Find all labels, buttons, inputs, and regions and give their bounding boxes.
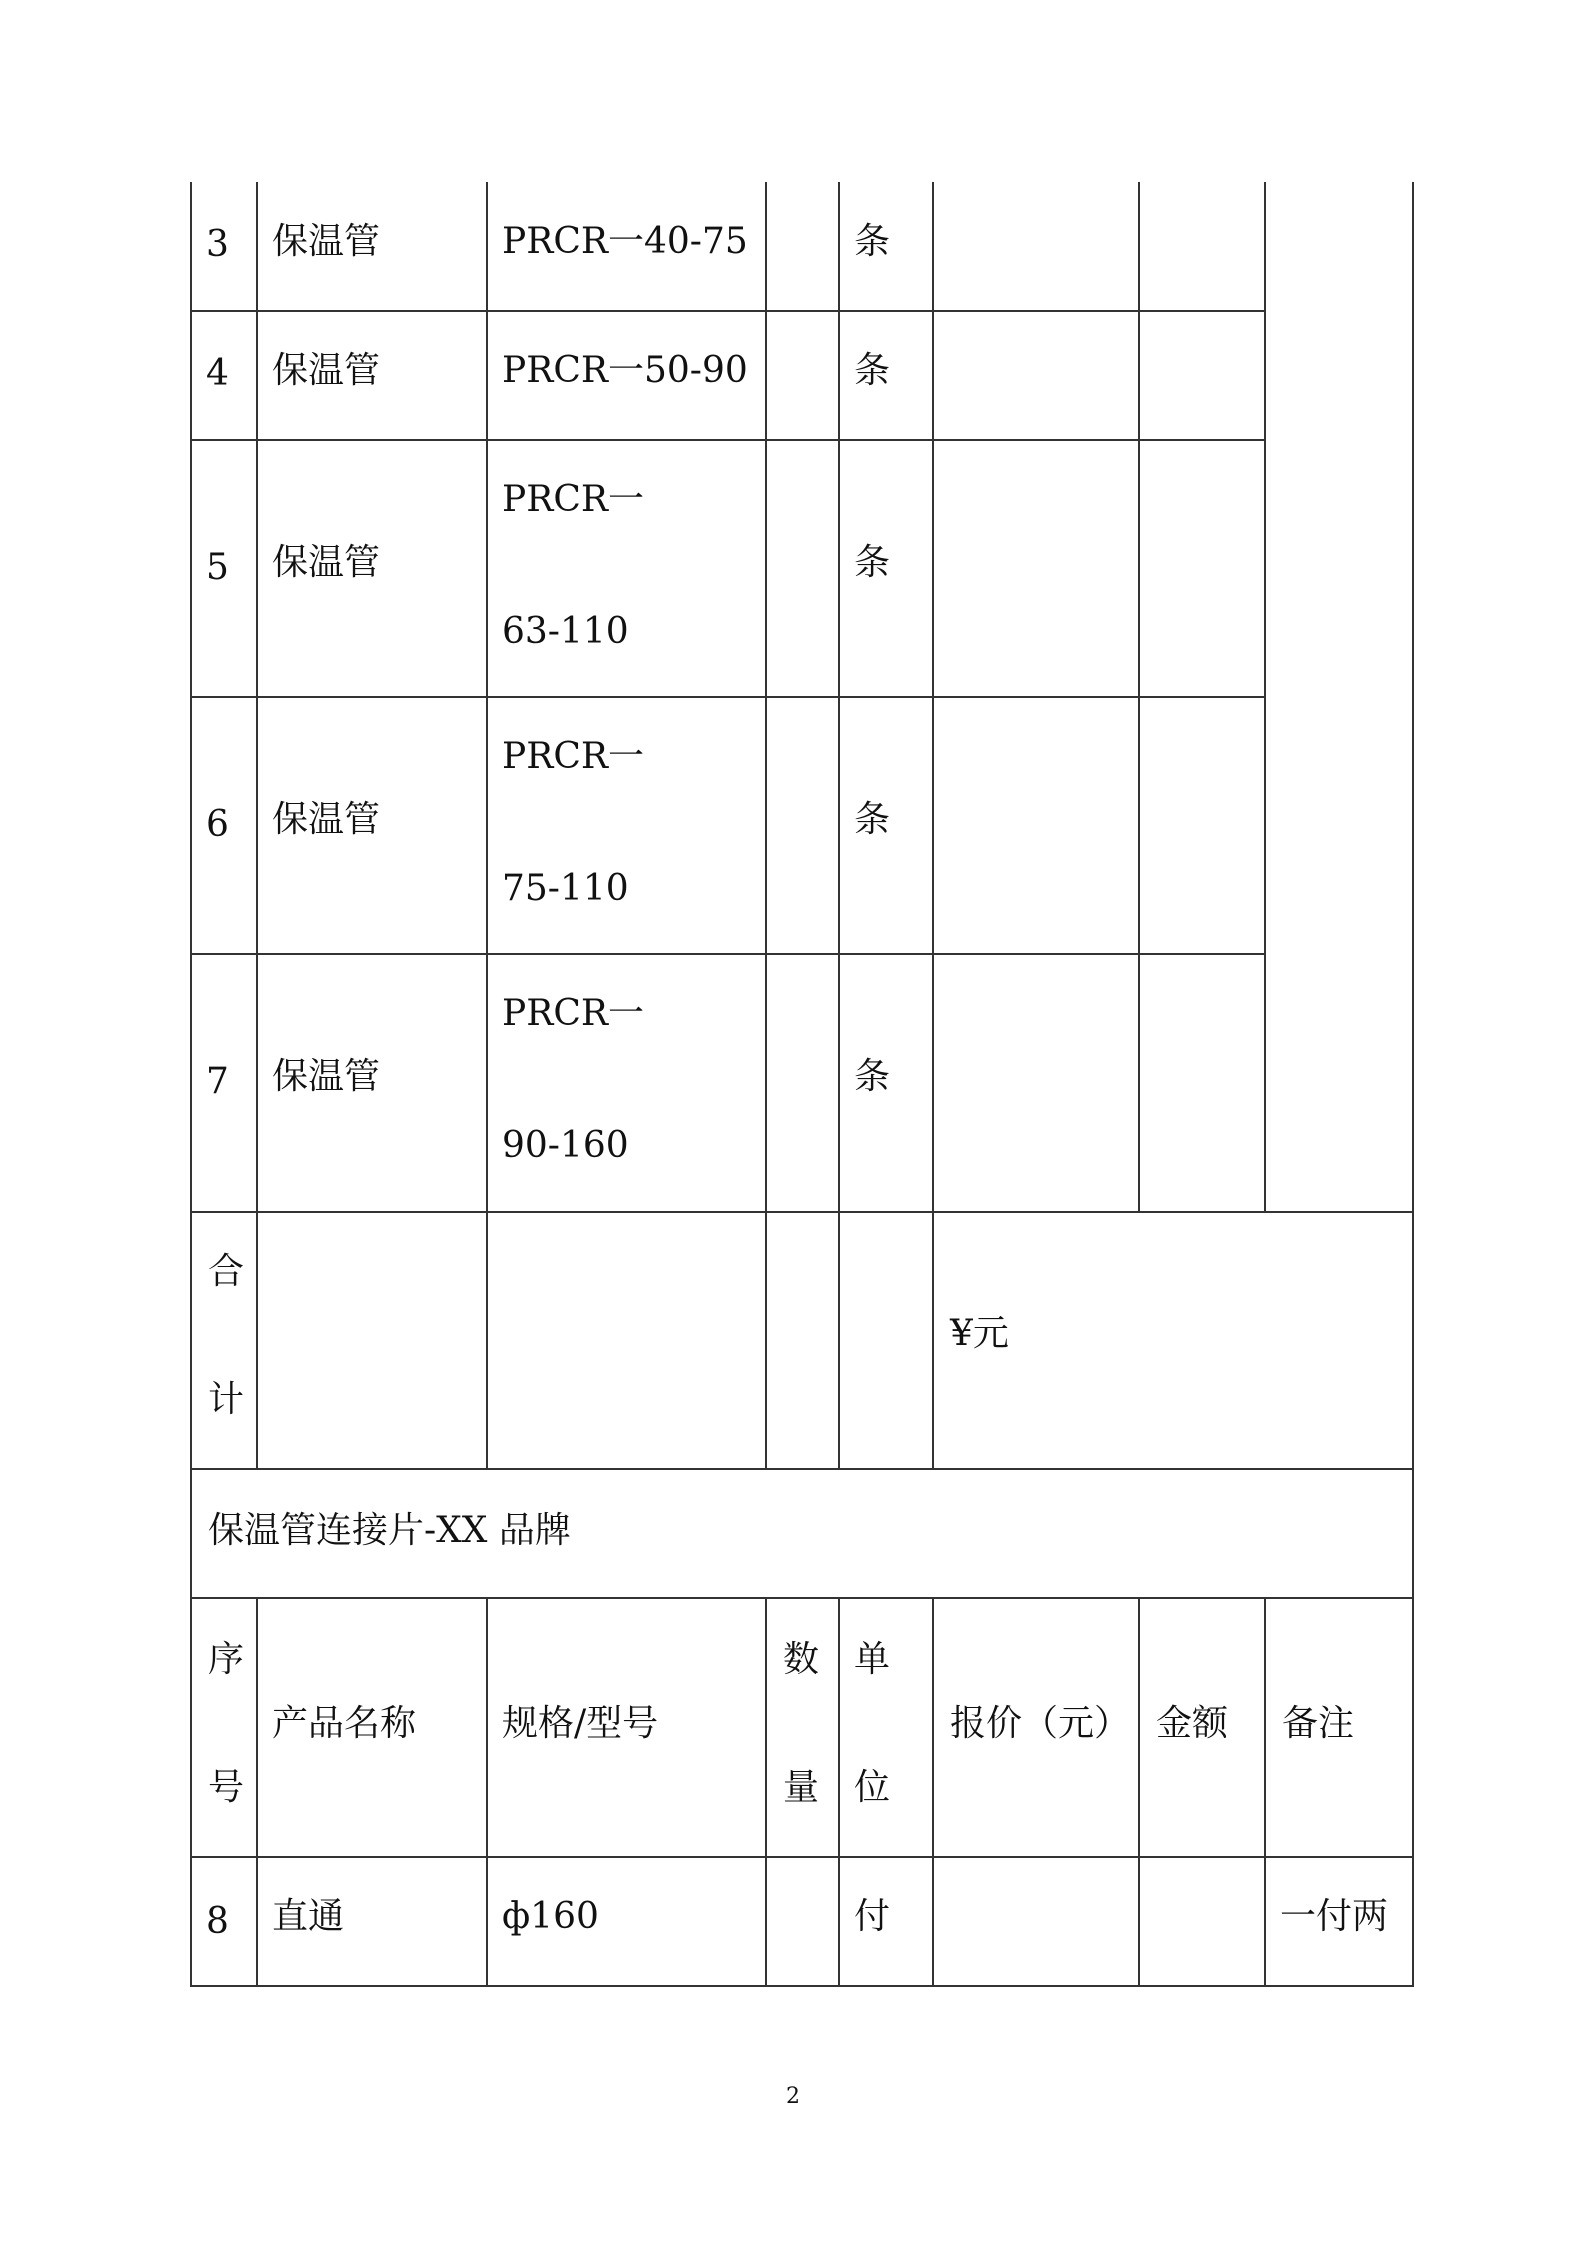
- header-amount: 金额: [1156, 1703, 1229, 1744]
- table-rule: [765, 1597, 767, 1987]
- table-rule: [190, 953, 1264, 955]
- row-number: 6: [206, 804, 229, 845]
- product-spec: PRCR一50-90: [502, 350, 748, 391]
- row-number: 8: [206, 1901, 229, 1942]
- product-spec-line2: 63-110: [502, 611, 629, 652]
- product-name: 保温管: [272, 542, 381, 583]
- product-name: 保温管: [272, 221, 381, 262]
- table-rule: [190, 310, 1264, 312]
- total-amount: ¥元: [950, 1313, 1009, 1354]
- table-rule: [838, 182, 840, 1469]
- table-rule: [1138, 182, 1140, 1212]
- product-spec-line1: PRCR一: [502, 736, 644, 777]
- total-label-bottom: 计: [208, 1379, 245, 1420]
- product-spec: PRCR一40-75: [502, 221, 748, 262]
- total-label-top: 合: [208, 1251, 245, 1292]
- product-remark: 一付两: [1280, 1896, 1389, 1937]
- product-unit: 条: [854, 221, 891, 262]
- table-rule: [190, 1856, 1414, 1858]
- table-rule: [932, 182, 934, 1469]
- table-rule: [1138, 1597, 1140, 1987]
- header-unit-bottom: 位: [854, 1767, 891, 1808]
- header-unit-top: 单: [854, 1639, 891, 1680]
- table-rule: [256, 182, 258, 1469]
- table-rule: [486, 182, 488, 1469]
- page-number: 2: [786, 2084, 800, 2109]
- product-unit: 条: [854, 350, 891, 391]
- product-name: 保温管: [272, 350, 381, 391]
- table-rule: [765, 182, 767, 1469]
- table-rule: [190, 439, 1264, 441]
- header-no-bottom: 号: [208, 1767, 245, 1808]
- header-price: 报价（元）: [950, 1703, 1131, 1744]
- product-spec-line1: PRCR一: [502, 993, 644, 1034]
- header-name: 产品名称: [272, 1703, 417, 1744]
- product-spec: ф160: [502, 1896, 599, 1937]
- row-number: 5: [206, 547, 229, 588]
- table-rule: [190, 1468, 1414, 1470]
- table-rule: [1264, 182, 1266, 1212]
- table-rule: [190, 1985, 1414, 1987]
- product-name: 直通: [272, 1896, 345, 1937]
- table-rule: [190, 696, 1264, 698]
- section-title: 保温管连接片-XX 品牌: [208, 1510, 571, 1551]
- header-remark: 备注: [1282, 1703, 1355, 1744]
- row-number: 4: [206, 353, 229, 394]
- product-name: 保温管: [272, 799, 381, 840]
- product-unit: 条: [854, 542, 891, 583]
- table-rule: [1264, 1597, 1266, 1987]
- header-qty-bottom: 量: [783, 1767, 820, 1808]
- table-rule: [932, 1597, 934, 1987]
- table-rule: [256, 1597, 258, 1987]
- header-qty-top: 数: [783, 1639, 820, 1680]
- product-unit: 条: [854, 799, 891, 840]
- table-rule: [190, 182, 192, 1987]
- header-no-top: 序: [208, 1639, 245, 1680]
- product-unit: 条: [854, 1056, 891, 1097]
- product-spec-line2: 75-110: [502, 868, 629, 909]
- row-number: 7: [206, 1061, 229, 1102]
- table-rule: [190, 1211, 1414, 1213]
- table-rule: [1412, 182, 1414, 1987]
- product-unit: 付: [854, 1896, 891, 1937]
- product-spec-line2: 90-160: [502, 1125, 629, 1166]
- table-rule: [838, 1597, 840, 1987]
- product-spec-line1: PRCR一: [502, 479, 644, 520]
- row-number: 3: [206, 224, 229, 265]
- product-name: 保温管: [272, 1056, 381, 1097]
- header-spec: 规格/型号: [502, 1703, 659, 1744]
- table-rule: [486, 1597, 488, 1987]
- table-rule: [190, 1597, 1414, 1599]
